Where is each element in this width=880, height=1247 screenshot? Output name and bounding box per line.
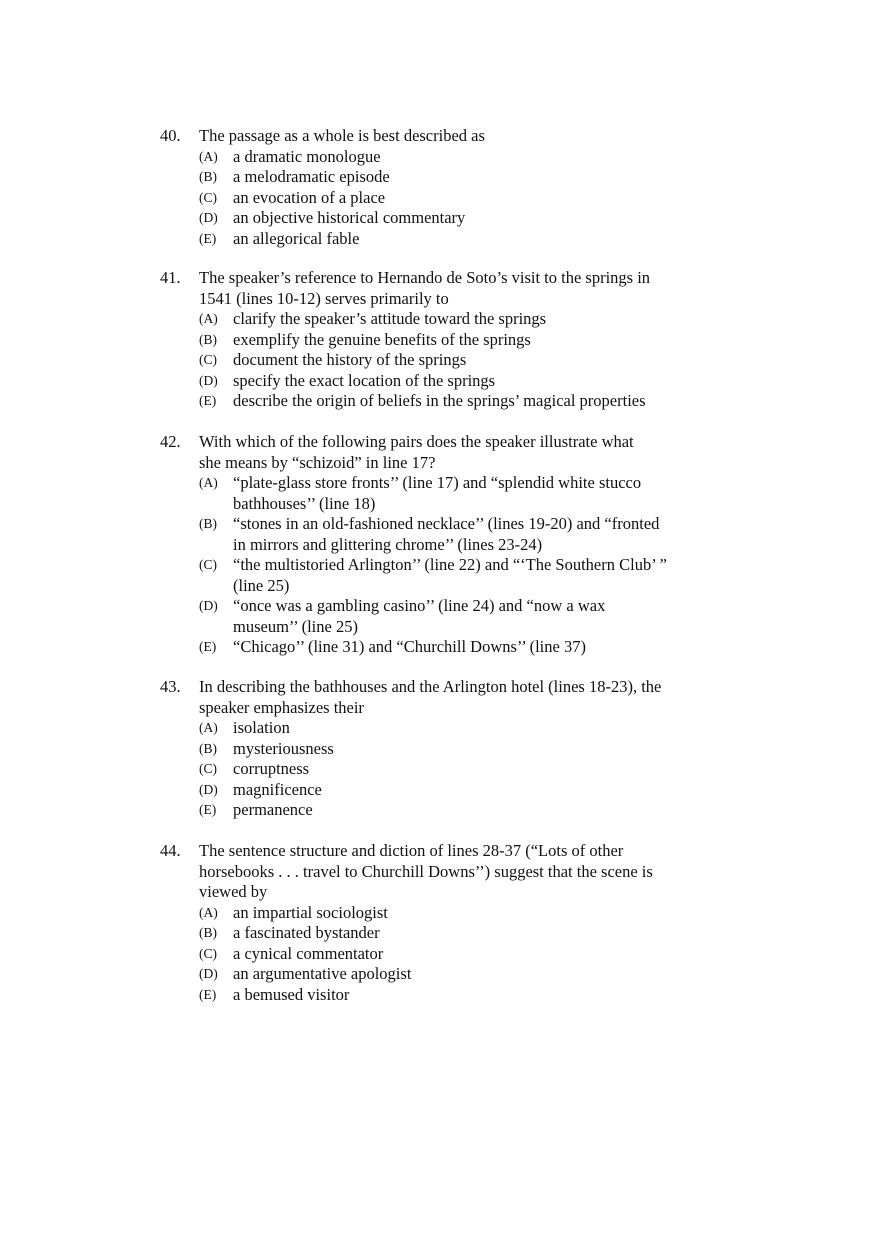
- choice-label: (A): [199, 148, 218, 164]
- question-stem: In describing the bathhouses and the Arlington hotel (lines 18-23), the speaker emphasizes their: [199, 677, 662, 717]
- choice-label: (D): [199, 598, 218, 613]
- choice-label: (E): [199, 639, 217, 654]
- choice-label: (E): [199, 986, 217, 1002]
- choice-label: (B): [199, 740, 217, 756]
- answer-choices: [199, 903, 720, 1006]
- question-stem: The speaker’s reference to Hernando de Soto’s visit to the springs in 1541 (lines 10-12) serves primarily to: [199, 268, 651, 308]
- choice-text: “stones in an old-fashioned necklace’’ (lines 19-20) and “fronted in mirrors and glittering chrome’’ (lines 23-24): [233, 514, 660, 554]
- choice-text: an argumentative apologist: [233, 964, 412, 983]
- choice-a: [199, 903, 720, 924]
- question-number: 44.: [160, 841, 181, 860]
- choice-c: [199, 759, 720, 780]
- choice-a: [199, 473, 720, 514]
- choice-text: an allegorical fable: [233, 228, 360, 248]
- choice-text: a fascinated bystander: [233, 923, 380, 942]
- choice-text: an objective historical commentary: [233, 208, 466, 227]
- choice-text: describe the origin of beliefs in the springs’ magical properties: [233, 391, 646, 410]
- choice-label: (B): [199, 516, 217, 531]
- answer-choices: [199, 147, 720, 250]
- choice-b: [199, 514, 720, 555]
- question-stem: The sentence structure and diction of lines 28-37 (“Lots of other horsebooks . . . travel to Churchill Downs’’) suggest that the scene is viewed by: [199, 841, 653, 901]
- choice-d: [199, 964, 720, 985]
- choice-text: a melodramatic episode: [233, 167, 390, 186]
- question-stem: With which of the following pairs does the speaker illustrate what she means by “schizoid” in line 17?: [199, 432, 634, 472]
- choice-text: a cynical commentator: [233, 943, 384, 963]
- question-40: [160, 126, 720, 249]
- choice-text: document the history of the springs: [233, 350, 467, 369]
- choice-text: “the multistoried Arlington’’ (line 22) and “‘The Southern Club’ ” (line 25): [233, 555, 667, 595]
- choice-label: (B): [199, 925, 217, 940]
- choice-b: [199, 330, 720, 351]
- choice-d: [199, 208, 720, 229]
- choice-label: (E): [199, 230, 217, 246]
- question-43: [160, 677, 720, 821]
- choice-label: (A): [199, 475, 218, 490]
- choice-b: [199, 739, 720, 760]
- choice-c: [199, 555, 720, 596]
- choice-label: (C): [199, 352, 217, 367]
- choice-text: mysteriousness: [233, 738, 334, 758]
- question-number: 43.: [160, 677, 181, 696]
- choice-text: corruptness: [233, 759, 310, 778]
- choice-d: [199, 780, 720, 801]
- answer-choices: [199, 309, 720, 412]
- choice-b: [199, 167, 720, 188]
- choice-text: magnificence: [233, 779, 322, 799]
- choice-text: clarify the speaker’s attitude toward the springs: [233, 309, 547, 328]
- choice-b: [199, 923, 720, 944]
- choice-label: (D): [199, 781, 218, 797]
- choice-label: (D): [199, 966, 218, 981]
- choice-e: [199, 800, 720, 821]
- choice-label: (D): [199, 372, 218, 388]
- choice-text: an impartial sociologist: [233, 902, 388, 922]
- choice-label: (B): [199, 331, 217, 347]
- answer-choices: [199, 718, 720, 821]
- choice-e: [199, 985, 720, 1006]
- choice-e: [199, 637, 720, 658]
- choice-label: (E): [199, 393, 217, 408]
- choice-text: a bemused visitor: [233, 984, 350, 1004]
- choice-d: [199, 371, 720, 392]
- question-stem: The passage as a whole is best described as: [199, 126, 485, 145]
- question-44: [160, 841, 720, 1005]
- choice-label: (C): [199, 189, 217, 205]
- choice-label: (A): [199, 311, 218, 326]
- choice-text: “plate-glass store fronts’’ (line 17) and “splendid white stucco bathhouses’’ (line 18): [233, 473, 642, 513]
- question-number: 42.: [160, 432, 181, 451]
- choice-label: (E): [199, 802, 217, 817]
- choice-label: (A): [199, 904, 218, 920]
- choice-c: [199, 188, 720, 209]
- question-number: 41.: [160, 268, 181, 287]
- choice-text: “once was a gambling casino’’ (line 24) and “now a wax museum’’ (line 25): [233, 596, 606, 636]
- question-41: [160, 268, 720, 412]
- choice-text: permanence: [233, 800, 313, 819]
- choice-text: specify the exact location of the springs: [233, 370, 496, 390]
- choice-text: isolation: [233, 718, 290, 737]
- choice-label: (D): [199, 210, 218, 225]
- choice-a: [199, 718, 720, 739]
- choice-text: “Chicago’’ (line 31) and “Churchill Downs’’ (line 37): [233, 637, 586, 656]
- choice-label: (B): [199, 169, 217, 184]
- choice-c: [199, 350, 720, 371]
- choice-label: (C): [199, 557, 217, 572]
- choice-label: (C): [199, 761, 217, 776]
- question-42: [160, 432, 720, 658]
- choice-e: [199, 229, 720, 250]
- choice-label: (A): [199, 720, 218, 735]
- choice-c: [199, 944, 720, 965]
- choice-d: [199, 596, 720, 637]
- choice-a: [199, 309, 720, 330]
- question-number: 40.: [160, 126, 181, 145]
- choice-label: (C): [199, 945, 217, 961]
- choice-e: [199, 391, 720, 412]
- choice-a: [199, 147, 720, 168]
- choice-text: an evocation of a place: [233, 187, 386, 207]
- choice-text: a dramatic monologue: [233, 146, 381, 166]
- answer-choices: [199, 473, 720, 658]
- choice-text: exemplify the genuine benefits of the springs: [233, 329, 531, 349]
